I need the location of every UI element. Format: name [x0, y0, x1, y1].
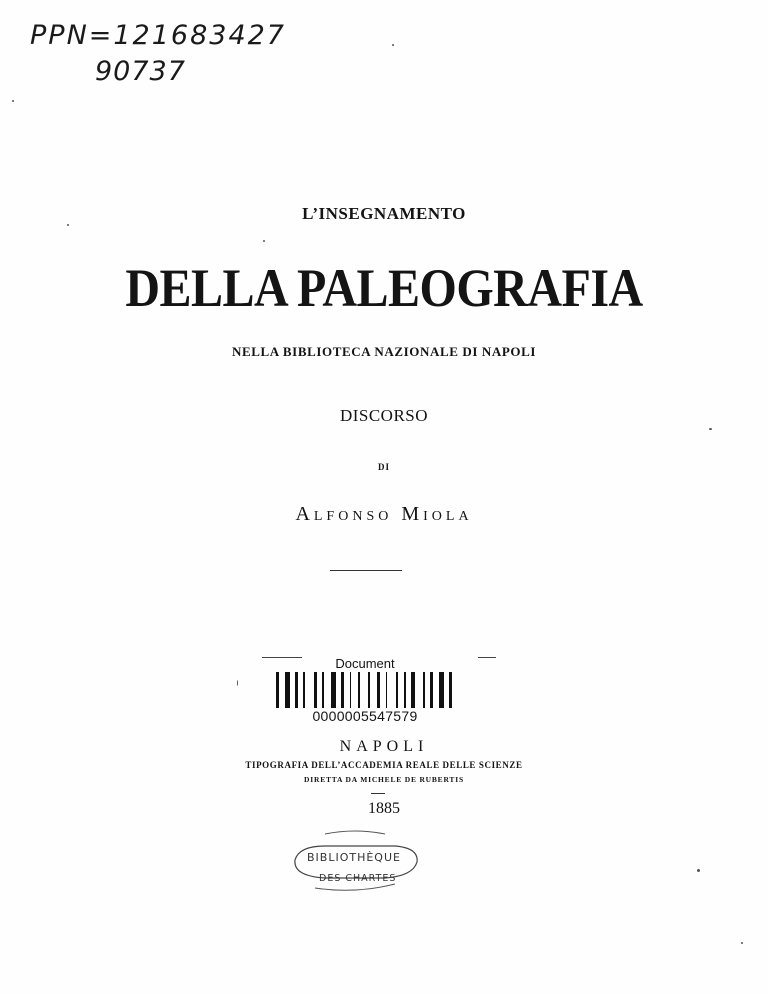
small-rule [371, 793, 385, 794]
handwritten-ppn: PPN=121683427 [30, 20, 286, 51]
barcode-bar [341, 672, 344, 708]
barcode-bar [295, 672, 298, 708]
handwritten-shelfmark: 90737 [95, 56, 186, 87]
barcode-bar [276, 672, 279, 708]
imprint-year: 1885 [368, 800, 400, 817]
main-title: DELLA PALEOGRAFIA [125, 259, 643, 319]
divider-rule [330, 570, 402, 571]
imprint-director: DIRETTA DA MICHELE DE RUBERTIS [304, 775, 464, 784]
barcode-label: Document [335, 656, 395, 671]
stamp-text-lower: DES CHARTES [319, 873, 397, 884]
barcode-bar [439, 672, 444, 708]
barcode-bar [285, 672, 290, 708]
scan-dash [478, 657, 496, 658]
author-name: Alfonso Miola [295, 503, 473, 525]
barcode-bar [411, 672, 414, 708]
barcode-bar [396, 672, 398, 708]
scan-speck [12, 100, 14, 102]
library-stamp [285, 828, 425, 892]
stamp-text-upper: BIBLIOTHÈQUE [307, 851, 401, 864]
scan-speck [263, 240, 265, 242]
scan-speck [697, 869, 700, 872]
scan-speck [709, 428, 712, 430]
scan-speck [741, 942, 743, 944]
barcode-bar [404, 672, 406, 708]
barcode-number: 0000005547579 [312, 708, 418, 724]
barcode-bar [331, 672, 336, 708]
barcode-bar [303, 672, 305, 708]
by-label: DI [377, 462, 390, 472]
barcode-bar [358, 672, 360, 708]
barcode-bar [449, 672, 452, 708]
scan-speck [67, 224, 69, 226]
subtitle: NELLA BIBLIOTECA NAZIONALE DI NAPOLI [231, 344, 537, 359]
scan-speck [392, 44, 394, 46]
barcode-bar [314, 672, 317, 708]
genre-label: DISCORSO [339, 406, 429, 425]
title-kicker: L’INSEGNAMENTO [302, 204, 466, 223]
imprint-city: NAPOLI [339, 738, 429, 755]
barcode-bar [368, 672, 370, 708]
barcode-bar [350, 672, 352, 708]
imprint-printer: TIPOGRAFIA DELL’ACCADEMIA REALE DELLE SCIENZE [245, 760, 523, 770]
barcode-bar [386, 672, 388, 708]
scan-speck [237, 680, 238, 686]
barcode-bars [276, 672, 454, 708]
barcode-bar [377, 672, 380, 708]
barcode-bar [423, 672, 425, 708]
barcode-bar [430, 672, 433, 708]
barcode-bar [322, 672, 324, 708]
library-barcode [276, 657, 454, 724]
